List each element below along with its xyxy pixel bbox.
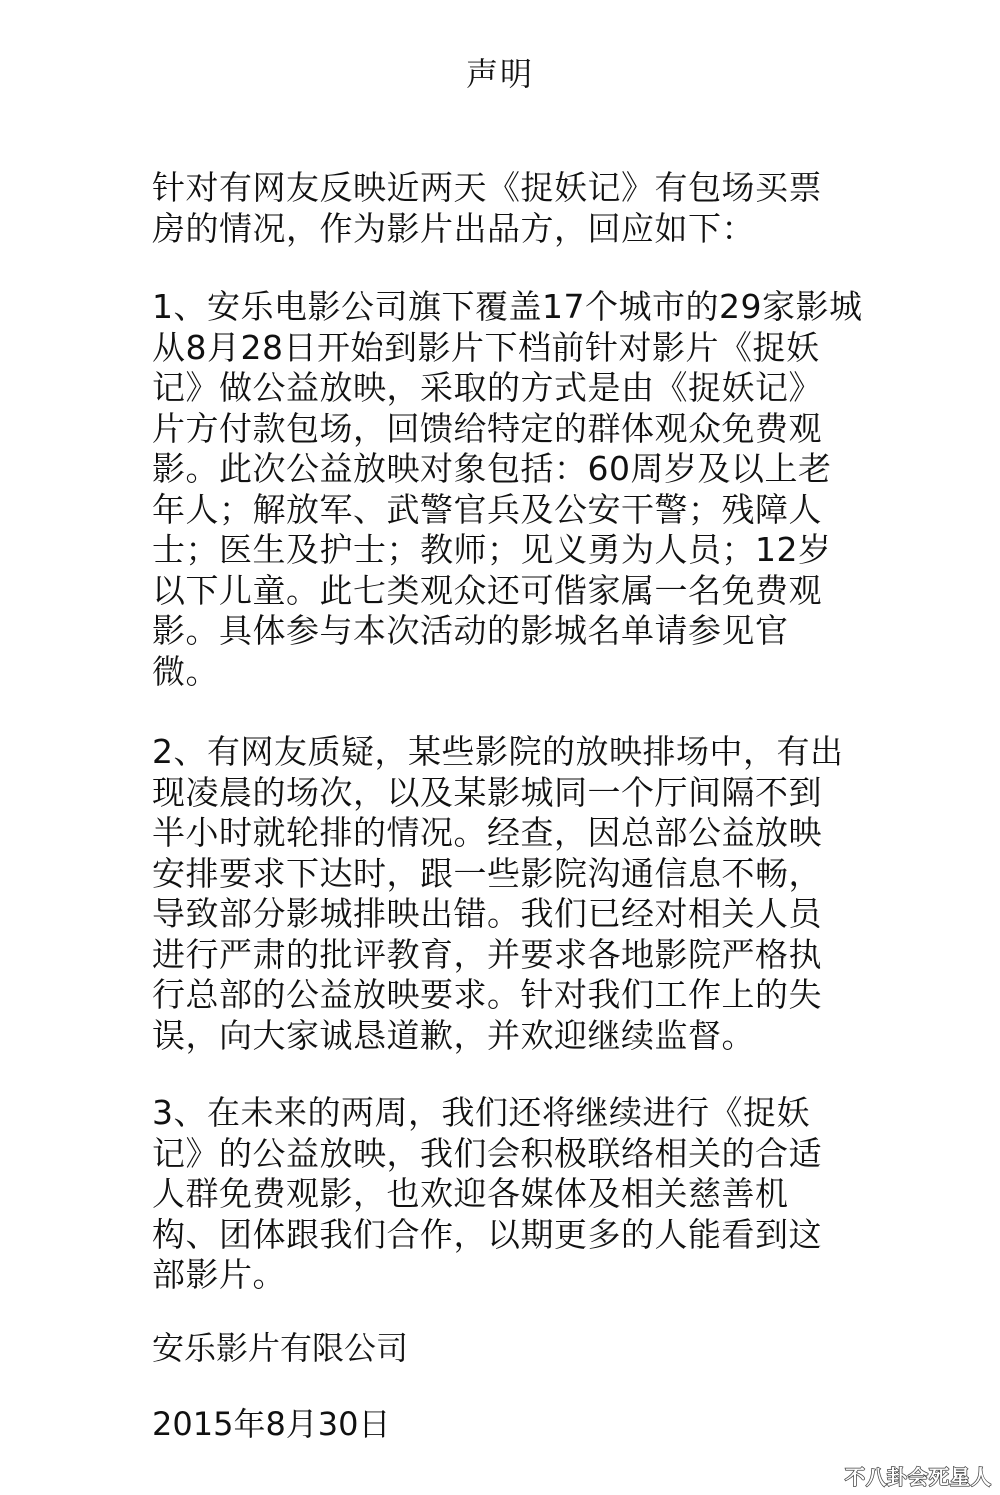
paragraph-3-line: 人群免费观影，也欢迎各媒体及相关慈善机 bbox=[152, 1174, 789, 1213]
paragraph-2-line: 安排要求下达时，跟一些影院沟通信息不畅， bbox=[152, 853, 822, 893]
paragraph-3-line: 部影片。 bbox=[152, 1255, 286, 1294]
paragraph-1-line: 以下儿童。此七类观众还可偕家属一名免费观 bbox=[152, 570, 822, 610]
paragraph-1 bbox=[152, 287, 872, 692]
paragraph-1-line: 影。此次公益放映对象包括：60周岁及以上老 bbox=[152, 449, 832, 488]
paragraph-1-line: 记》做公益放映，采取的方式是由《捉妖记》 bbox=[152, 368, 822, 407]
paragraph-3-line: 记》的公益放映，我们会积极联络相关的合适 bbox=[152, 1133, 822, 1173]
paragraph-2-line: 导致部分影城排映出错。我们已经对相关人员 bbox=[152, 894, 822, 933]
paragraph-1-line: 微。 bbox=[152, 651, 219, 691]
paragraph-2-line: 误，向大家诚恳道歉，并欢迎继续监督。 bbox=[152, 1015, 755, 1055]
intro-line: 房的情况，作为影片出品方，回应如下： bbox=[152, 208, 755, 248]
paragraph-2-line: 半小时就轮排的情况。经查，因总部公益放映 bbox=[152, 813, 822, 852]
paragraph-1-line: 士；医生及护士；教师；见义勇为人员；12岁 bbox=[152, 530, 832, 569]
intro-line: 针对有网友反映近两天《捉妖记》有包场买票 bbox=[152, 168, 822, 207]
document-title: 声明 bbox=[465, 55, 534, 93]
statement-date: 2015年8月30日 bbox=[152, 1405, 391, 1443]
paragraph-3-line: 构、团体跟我们合作，以期更多的人能看到这 bbox=[152, 1214, 822, 1254]
paragraph-1-line: 片方付款包场，回馈给特定的群体观众免费观 bbox=[152, 408, 822, 448]
paragraph-2-line: 现凌晨的场次，以及某影城同一个厅间隔不到 bbox=[152, 772, 822, 812]
paragraph-2 bbox=[152, 732, 872, 1056]
paragraph-2-line: 行总部的公益放映要求。针对我们工作上的失 bbox=[152, 975, 822, 1014]
paragraph-3-line: 3、在未来的两周，我们还将继续进行《捉妖 bbox=[152, 1093, 810, 1132]
intro-paragraph bbox=[152, 168, 872, 249]
paragraph-2-line: 进行严肃的批评教育，并要求各地影院严格执 bbox=[152, 934, 822, 974]
paragraph-1-line: 从8月28日开始到影片下档前针对影片《捉妖 bbox=[152, 327, 820, 367]
paragraph-1-line: 1、安乐电影公司旗下覆盖17个城市的29家影城 bbox=[152, 287, 863, 326]
paragraph-2-line: 2、有网友质疑，某些影院的放映排场中，有出 bbox=[152, 732, 844, 771]
watermark: 不八卦会死星人 bbox=[845, 1465, 992, 1489]
company-signature: 安乐影片有限公司 bbox=[152, 1329, 409, 1367]
paragraph-3 bbox=[152, 1093, 872, 1296]
paragraph-1-line: 影。具体参与本次活动的影城名单请参见官 bbox=[152, 611, 789, 650]
paragraph-1-line: 年人；解放军、武警官兵及公安干警；残障人 bbox=[152, 489, 822, 529]
